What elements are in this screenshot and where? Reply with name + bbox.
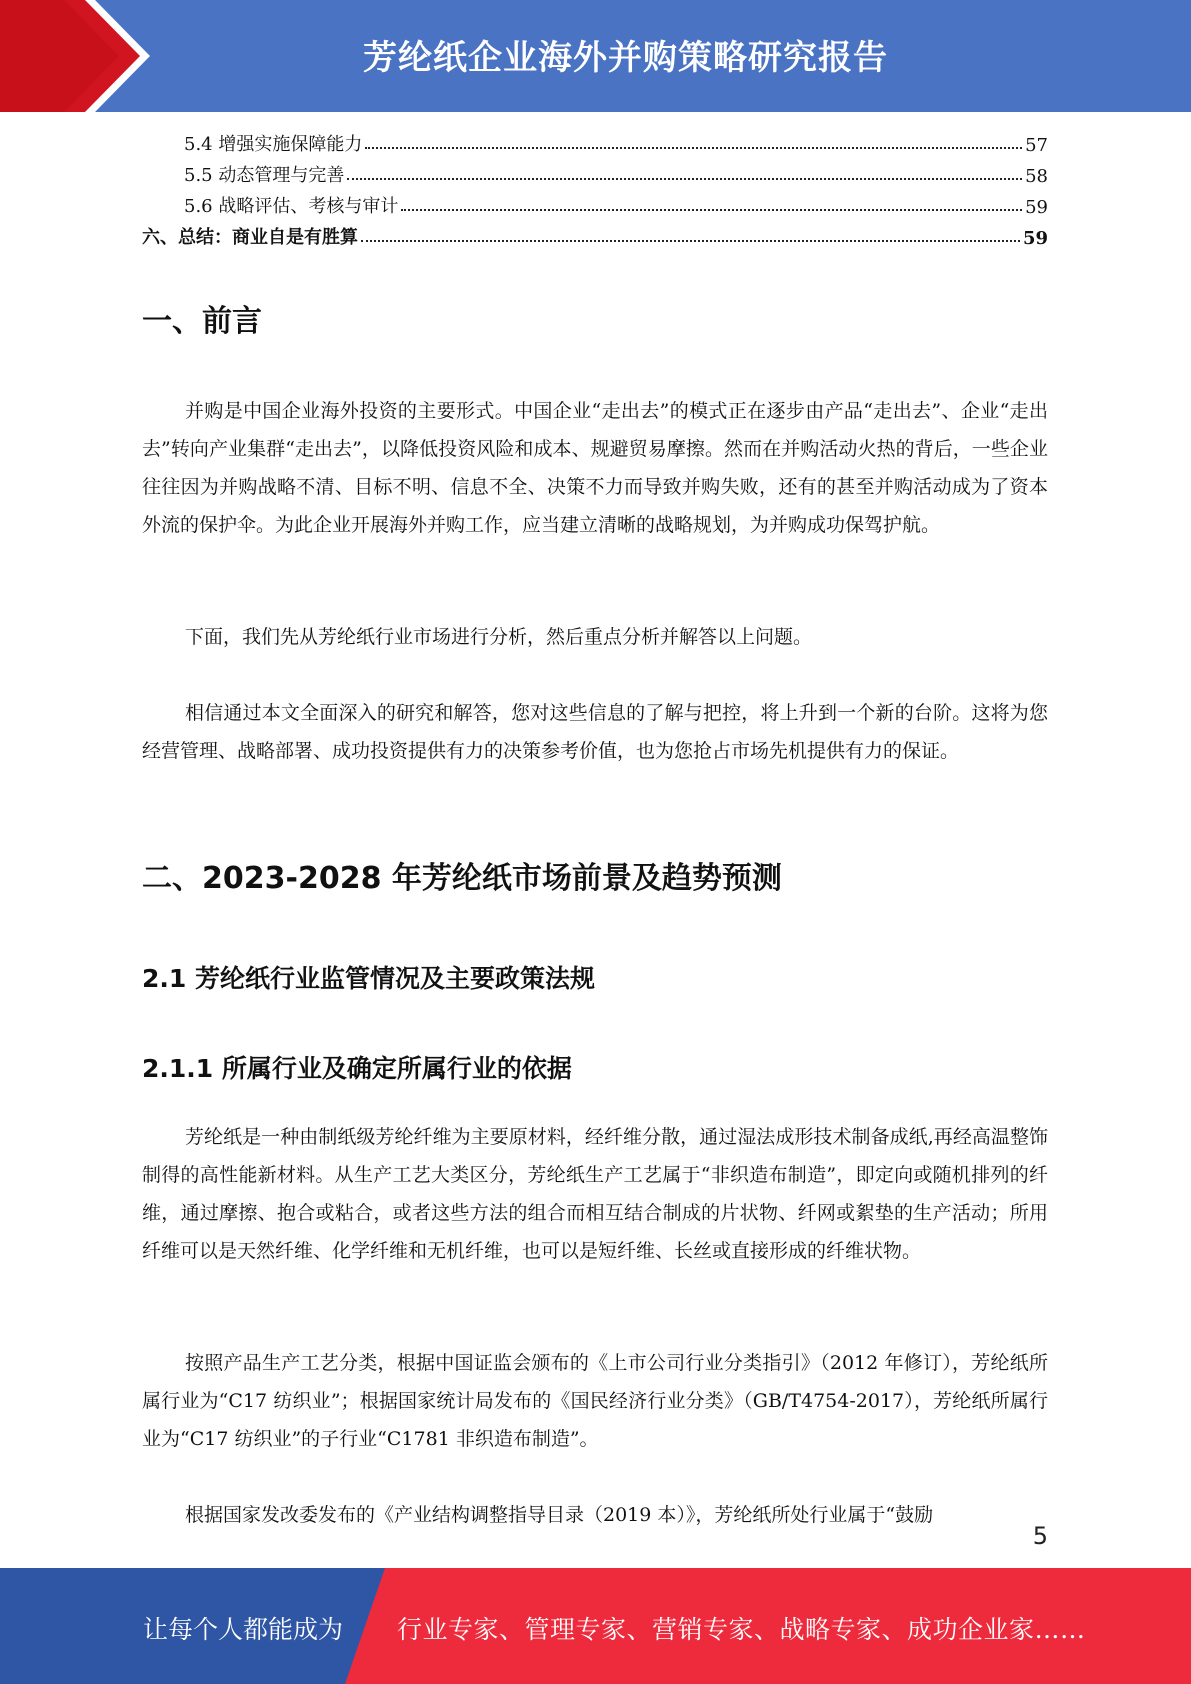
- preface-paragraph-2: 下面，我们先从芳纶纸行业市场进行分析，然后重点分析并解答以上问题。: [185, 626, 813, 648]
- industry-paragraph-1: 芳纶纸是一种由制纸级芳纶纤维为主要原材料，经纤维分散，通过湿法成形技术制备成纸,再经高温整饰制得的高性能新材料。从生产工艺大类区分，芳纶纸生产工艺属于“非织造布制造”，即定向或随机排列的纤维，通过摩擦、抱合或粘合，或者这些方法的组合而相互结合制成的片状物、纤网或絮垫的生产活动；所用纤维可以是天然纤维、化学纤维和无机纤维，也可以是短纤维、长丝或直接形成的纤维状物。: [142, 1126, 1048, 1262]
- toc-item[interactable]: [142, 130, 1048, 156]
- report-title: 芳纶纸企业海外并购策略研究报告: [363, 38, 888, 78]
- toc-item-label: 5.6 战略评估、考核与审计: [184, 196, 399, 217]
- footer-slogan-left: 让每个人都能成为: [143, 1615, 344, 1644]
- heading-preface: 一、前言: [142, 304, 262, 339]
- page-header: [0, 0, 1191, 112]
- preface-paragraph-1: 并购是中国企业海外投资的主要形式。中国企业“走出去”的模式正在逐步由产品“走出去”、企业“走出去”转向产业集群“走出去”，以降低投资风险和成本、规避贸易摩擦。然而在并购活动火热的背后，一些企业往往因为并购战略不清、目标不明、信息不全、决策不力而导致并购失败，还有的甚至并购活动成为了资本外流的保护伞。为此企业开展海外并购工作，应当建立清晰的战略规划，为并购成功保驾护航。: [142, 400, 1048, 536]
- toc-item-page: 59: [1025, 197, 1048, 218]
- heading-2-1: 2.1 芳纶纸行业监管情况及主要政策法规: [142, 964, 595, 993]
- toc-item[interactable]: [142, 192, 1048, 218]
- toc-leader-dots: [347, 177, 1022, 180]
- page-footer: [0, 1568, 1191, 1684]
- preface-paragraph-3: 相信通过本文全面深入的研究和解答，您对这些信息的了解与把控，将上升到一个新的台阶。这将为您经营管理、战略部署、成功投资提供有力的决策参考价值，也为您抢占市场先机提供有力的保证。: [142, 702, 1048, 762]
- toc-item-page: 58: [1025, 166, 1048, 187]
- industry-paragraph-3: 根据国家发改委发布的《产业结构调整指导目录（2019 本）》，芳纶纸所处行业属于“鼓励: [185, 1504, 934, 1526]
- toc-item-label: 六、总结：商业自是有胜算: [142, 227, 358, 248]
- page-number: 5: [1032, 1522, 1048, 1550]
- toc-leader-dots: [361, 239, 1020, 242]
- toc-item-label: 5.5 动态管理与完善: [184, 165, 345, 186]
- toc-item-page: 57: [1025, 135, 1048, 156]
- heading-market-forecast: 二、2023-2028 年芳纶纸市场前景及趋势预测: [142, 861, 782, 896]
- toc-item[interactable]: [142, 223, 1048, 249]
- toc-leader-dots: [401, 208, 1022, 211]
- toc-leader-dots: [365, 146, 1022, 149]
- industry-paragraph-2: 按照产品生产工艺分类，根据中国证监会颁布的《上市公司行业分类指引》（2012 年修订），芳纶纸所属行业为“C17 纺织业”；根据国家统计局发布的《国民经济行业分类》（GB/T4754-2017），芳纶纸所属行业为“C17 纺织业”的子行业“C1781 非织造布制造”。: [142, 1352, 1048, 1450]
- footer-slogan-right: 行业专家、管理专家、营销专家、战略专家、成功企业家……: [397, 1615, 1086, 1644]
- toc-item-page: 59: [1022, 228, 1048, 249]
- heading-2-1-1: 2.1.1 所属行业及确定所属行业的依据: [142, 1054, 572, 1083]
- toc-item[interactable]: [142, 161, 1048, 187]
- toc-item-label: 5.4 增强实施保障能力: [184, 134, 363, 155]
